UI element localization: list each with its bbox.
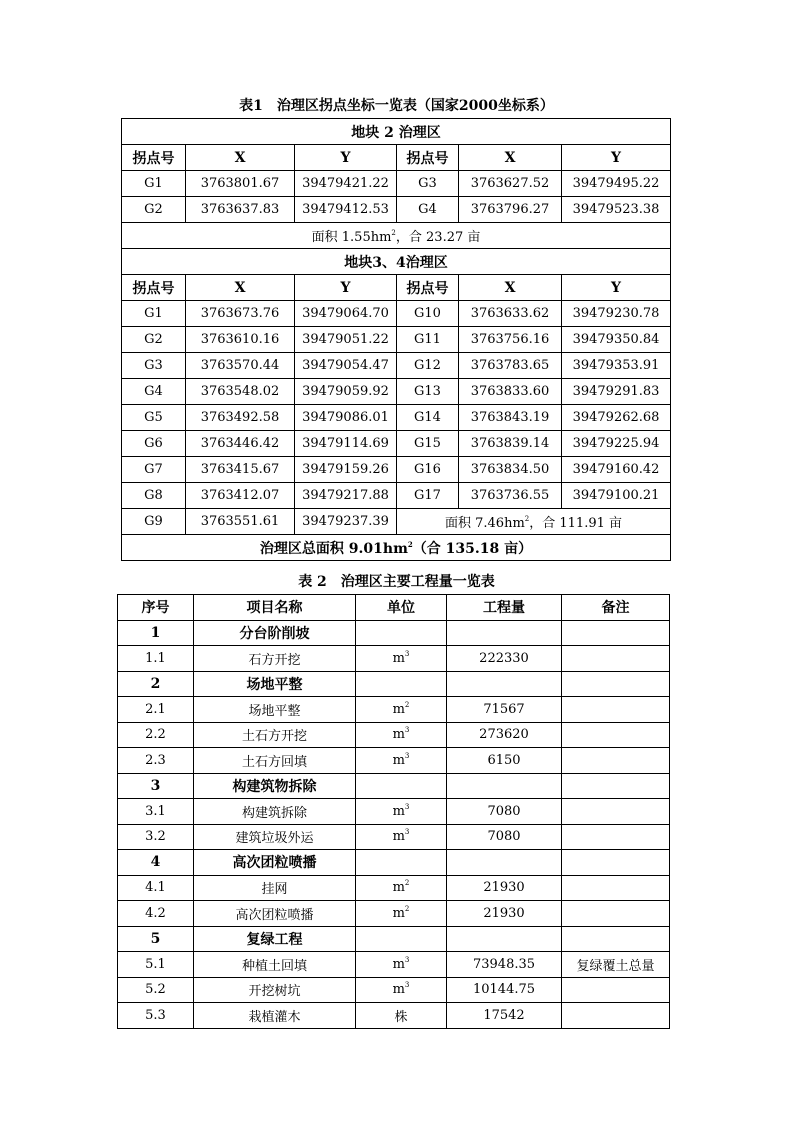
quantity-cell — [447, 773, 562, 799]
table-cell: 39479225.94 — [562, 431, 671, 457]
table-cell: 3763756.16 — [459, 327, 562, 353]
item-number: 5.3 — [118, 1003, 194, 1029]
table-cell: G12 — [397, 353, 459, 379]
area-cell-superscript: 2 — [524, 515, 530, 523]
table-cell: 39479114.69 — [295, 431, 397, 457]
table-cell: 3763783.65 — [459, 353, 562, 379]
note-cell — [562, 697, 670, 723]
unit-cell — [356, 850, 447, 876]
table-cell: 39479160.42 — [562, 457, 671, 483]
note-cell — [562, 926, 670, 952]
table2-caption: 表 2 治理区主要工程量一览表 — [298, 574, 495, 590]
table-cell: G3 — [122, 353, 186, 379]
unit-text: 株 — [394, 1009, 408, 1025]
table-cell: 39479217.88 — [295, 483, 397, 509]
note-cell — [562, 671, 670, 697]
table-cell: 3763736.55 — [459, 483, 562, 509]
section-title: 地块 2 治理区 — [122, 119, 671, 145]
unit-cell — [356, 646, 447, 672]
table-cell: G13 — [397, 379, 459, 405]
table-cell: 3763637.83 — [186, 197, 295, 223]
table-cell: 3763415.67 — [186, 457, 295, 483]
group-row — [118, 850, 670, 876]
table-cell: 39479051.22 — [295, 327, 397, 353]
table-cell: 3763834.50 — [459, 457, 562, 483]
column-header: Y — [295, 145, 397, 171]
item-number: 3.1 — [118, 799, 194, 825]
section-title: 地块3、4治理区 — [122, 249, 671, 275]
unit-cell — [356, 748, 447, 774]
section-title-row — [122, 119, 671, 145]
unit-text: m — [392, 752, 405, 768]
table-row — [122, 457, 671, 483]
unit-superscript: 3 — [404, 802, 410, 811]
note-cell — [562, 824, 670, 850]
column-header: Y — [562, 145, 671, 171]
quantity-cell — [447, 620, 562, 646]
unit-text: m — [392, 803, 405, 819]
note-cell — [562, 646, 670, 672]
unit-text: m — [392, 650, 405, 666]
unit-superscript: 3 — [404, 828, 410, 837]
quantity-cell: 73948.35 — [447, 952, 562, 978]
column-header: 单位 — [356, 595, 447, 621]
item-name: 高次团粒喷播 — [194, 850, 356, 876]
table-row — [118, 748, 670, 774]
item-name: 建筑垃圾外运 — [194, 824, 356, 850]
table-cell: G9 — [122, 509, 186, 535]
unit-cell — [356, 875, 447, 901]
note-cell — [562, 875, 670, 901]
item-name: 种植土回填 — [194, 952, 356, 978]
item-number: 1.1 — [118, 646, 194, 672]
table-cell: G15 — [397, 431, 459, 457]
area-cell — [122, 223, 671, 249]
unit-text: m — [392, 982, 405, 998]
note-cell — [562, 773, 670, 799]
table-cell: G1 — [122, 171, 186, 197]
table-cell: 39479159.26 — [295, 457, 397, 483]
column-header: X — [459, 145, 562, 171]
table-cell: 3763610.16 — [186, 327, 295, 353]
quantity-cell: 71567 — [447, 697, 562, 723]
table-cell: 39479059.92 — [295, 379, 397, 405]
unit-superscript: 2 — [404, 879, 410, 888]
unit-cell — [356, 620, 447, 646]
unit-cell — [356, 977, 447, 1003]
unit-text: m — [392, 956, 405, 972]
table-row — [118, 1003, 670, 1029]
unit-superscript: 3 — [404, 981, 410, 990]
unit-superscript: 3 — [404, 751, 410, 760]
table-cell: 39479421.22 — [295, 171, 397, 197]
table-row — [122, 509, 671, 535]
total-area-cell-superscript: 2 — [407, 539, 413, 549]
table-cell: 3763446.42 — [186, 431, 295, 457]
table-cell: G2 — [122, 327, 186, 353]
item-name: 分台阶削坡 — [194, 620, 356, 646]
total-area-cell-suffix: （合 135.18 亩） — [412, 540, 533, 557]
column-header: 项目名称 — [194, 595, 356, 621]
item-name: 石方开挖 — [194, 646, 356, 672]
item-name: 构建筑物拆除 — [194, 773, 356, 799]
table-cell: 3763548.02 — [186, 379, 295, 405]
table-row — [118, 901, 670, 927]
item-number: 2.3 — [118, 748, 194, 774]
table-row — [118, 824, 670, 850]
unit-cell — [356, 926, 447, 952]
column-header: 拐点号 — [397, 145, 459, 171]
column-header: Y — [295, 275, 397, 301]
item-name: 开挖树坑 — [194, 977, 356, 1003]
table-cell: G4 — [397, 197, 459, 223]
table-cell: 39479054.47 — [295, 353, 397, 379]
item-name: 栽植灌木 — [194, 1003, 356, 1029]
table-cell: G4 — [122, 379, 186, 405]
table-cell: 3763673.76 — [186, 301, 295, 327]
item-number: 3 — [118, 773, 194, 799]
group-row — [118, 671, 670, 697]
quantity-cell: 17542 — [447, 1003, 562, 1029]
item-number: 2.2 — [118, 722, 194, 748]
item-name: 场地平整 — [194, 671, 356, 697]
table-row — [118, 646, 670, 672]
unit-superscript: 3 — [404, 649, 410, 658]
area-cell-text: 面积 7.46hm — [445, 516, 525, 531]
note-cell — [562, 901, 670, 927]
total-area-cell-text: 治理区总面积 9.01hm — [259, 540, 408, 557]
area-row — [122, 223, 671, 249]
column-header: X — [186, 275, 295, 301]
table-row — [118, 722, 670, 748]
column-header: 备注 — [562, 595, 670, 621]
table-row — [122, 327, 671, 353]
unit-cell — [356, 671, 447, 697]
quantity-cell: 21930 — [447, 875, 562, 901]
group-row — [118, 773, 670, 799]
item-name: 高次团粒喷播 — [194, 901, 356, 927]
column-header: X — [459, 275, 562, 301]
column-header: 拐点号 — [122, 145, 186, 171]
column-header: 拐点号 — [397, 275, 459, 301]
table-cell: 39479230.78 — [562, 301, 671, 327]
group-row — [118, 620, 670, 646]
header-row — [118, 595, 670, 621]
unit-cell — [356, 1003, 447, 1029]
table-cell: G5 — [122, 405, 186, 431]
unit-cell — [356, 824, 447, 850]
quantity-cell: 7080 — [447, 824, 562, 850]
unit-cell — [356, 773, 447, 799]
table-cell: G1 — [122, 301, 186, 327]
item-number: 5 — [118, 926, 194, 952]
unit-superscript: 3 — [404, 955, 410, 964]
table-cell: 3763796.27 — [459, 197, 562, 223]
table-cell: 3763843.19 — [459, 405, 562, 431]
table-cell: G17 — [397, 483, 459, 509]
item-number: 5.1 — [118, 952, 194, 978]
unit-text: m — [392, 701, 405, 717]
table-cell: 39479495.22 — [562, 171, 671, 197]
table-cell: 39479412.53 — [295, 197, 397, 223]
table-row — [118, 875, 670, 901]
table-cell: 3763412.07 — [186, 483, 295, 509]
item-name: 土石方开挖 — [194, 722, 356, 748]
item-number: 2.1 — [118, 697, 194, 723]
note-cell — [562, 977, 670, 1003]
unit-text: m — [392, 829, 405, 845]
area-cell-text: 面积 1.55hm — [311, 230, 392, 245]
table-cell: G14 — [397, 405, 459, 431]
table-cell: 39479086.01 — [295, 405, 397, 431]
table-row — [118, 977, 670, 1003]
table-cell: 39479291.83 — [562, 379, 671, 405]
item-number: 3.2 — [118, 824, 194, 850]
table-row — [118, 697, 670, 723]
table-row — [122, 431, 671, 457]
area-cell-suffix: ，合 111.91 亩 — [529, 516, 623, 531]
area-cell-suffix: ，合 23.27 亩 — [395, 230, 481, 245]
table-cell: 39479523.38 — [562, 197, 671, 223]
note-cell — [562, 620, 670, 646]
unit-text: m — [392, 880, 405, 896]
total-area-cell — [122, 535, 671, 561]
table-cell: 3763570.44 — [186, 353, 295, 379]
table-cell: G11 — [397, 327, 459, 353]
item-name: 场地平整 — [194, 697, 356, 723]
table-cell: G16 — [397, 457, 459, 483]
table-cell: 39479353.91 — [562, 353, 671, 379]
header-row — [122, 145, 671, 171]
table-cell: 3763551.61 — [186, 509, 295, 535]
table-cell: 3763833.60 — [459, 379, 562, 405]
table-row — [122, 197, 671, 223]
table-cell: 3763839.14 — [459, 431, 562, 457]
table-cell: G10 — [397, 301, 459, 327]
table-cell: G6 — [122, 431, 186, 457]
quantity-cell: 21930 — [447, 901, 562, 927]
unit-cell — [356, 901, 447, 927]
group-row — [118, 926, 670, 952]
item-number: 2 — [118, 671, 194, 697]
column-header: 序号 — [118, 595, 194, 621]
column-header: X — [186, 145, 295, 171]
unit-cell — [356, 952, 447, 978]
quantity-cell: 222330 — [447, 646, 562, 672]
coordinate-table — [121, 118, 671, 561]
header-row — [122, 275, 671, 301]
unit-text: m — [392, 727, 405, 743]
section-title-row — [122, 249, 671, 275]
item-name: 土石方回填 — [194, 748, 356, 774]
unit-cell — [356, 697, 447, 723]
area-cell — [397, 509, 671, 535]
item-name: 挂网 — [194, 875, 356, 901]
table-row — [122, 379, 671, 405]
note-cell — [562, 799, 670, 825]
quantity-cell — [447, 671, 562, 697]
table-row — [122, 353, 671, 379]
table-cell: G3 — [397, 171, 459, 197]
unit-text: m — [392, 905, 405, 921]
unit-superscript: 3 — [404, 726, 410, 735]
quantity-cell: 6150 — [447, 748, 562, 774]
total-row — [122, 535, 671, 561]
item-number: 1 — [118, 620, 194, 646]
table-row — [122, 405, 671, 431]
unit-cell — [356, 799, 447, 825]
quantity-cell — [447, 926, 562, 952]
table-cell: 39479064.70 — [295, 301, 397, 327]
table-cell: 3763492.58 — [186, 405, 295, 431]
quantity-cell: 7080 — [447, 799, 562, 825]
table-cell: G7 — [122, 457, 186, 483]
note-cell — [562, 748, 670, 774]
unit-superscript: 2 — [404, 904, 410, 913]
item-number: 4.1 — [118, 875, 194, 901]
item-name: 构建筑拆除 — [194, 799, 356, 825]
table-cell: 39479237.39 — [295, 509, 397, 535]
column-header: 工程量 — [447, 595, 562, 621]
item-number: 4 — [118, 850, 194, 876]
table-cell: G8 — [122, 483, 186, 509]
unit-superscript: 2 — [404, 700, 410, 709]
item-number: 5.2 — [118, 977, 194, 1003]
item-number: 4.2 — [118, 901, 194, 927]
item-name: 复绿工程 — [194, 926, 356, 952]
table-cell: 39479262.68 — [562, 405, 671, 431]
column-header: Y — [562, 275, 671, 301]
table-row — [122, 301, 671, 327]
table1-caption: 表1 治理区拐点坐标一览表（国家2000坐标系） — [239, 98, 554, 114]
table-row — [118, 799, 670, 825]
quantity-cell: 273620 — [447, 722, 562, 748]
table-cell: 3763801.67 — [186, 171, 295, 197]
table-row — [122, 483, 671, 509]
table-cell: 3763633.62 — [459, 301, 562, 327]
note-cell — [562, 850, 670, 876]
quantity-cell — [447, 850, 562, 876]
note-cell: 复绿覆土总量 — [562, 952, 670, 978]
column-header: 拐点号 — [122, 275, 186, 301]
area-cell-superscript: 2 — [391, 229, 396, 237]
table-cell: 3763627.52 — [459, 171, 562, 197]
table-row — [118, 952, 670, 978]
table-cell: 39479100.21 — [562, 483, 671, 509]
unit-cell — [356, 722, 447, 748]
table-cell: G2 — [122, 197, 186, 223]
note-cell — [562, 722, 670, 748]
table-row — [122, 171, 671, 197]
note-cell — [562, 1003, 670, 1029]
quantity-cell: 10144.75 — [447, 977, 562, 1003]
quantity-table — [117, 594, 670, 1029]
table-cell: 39479350.84 — [562, 327, 671, 353]
